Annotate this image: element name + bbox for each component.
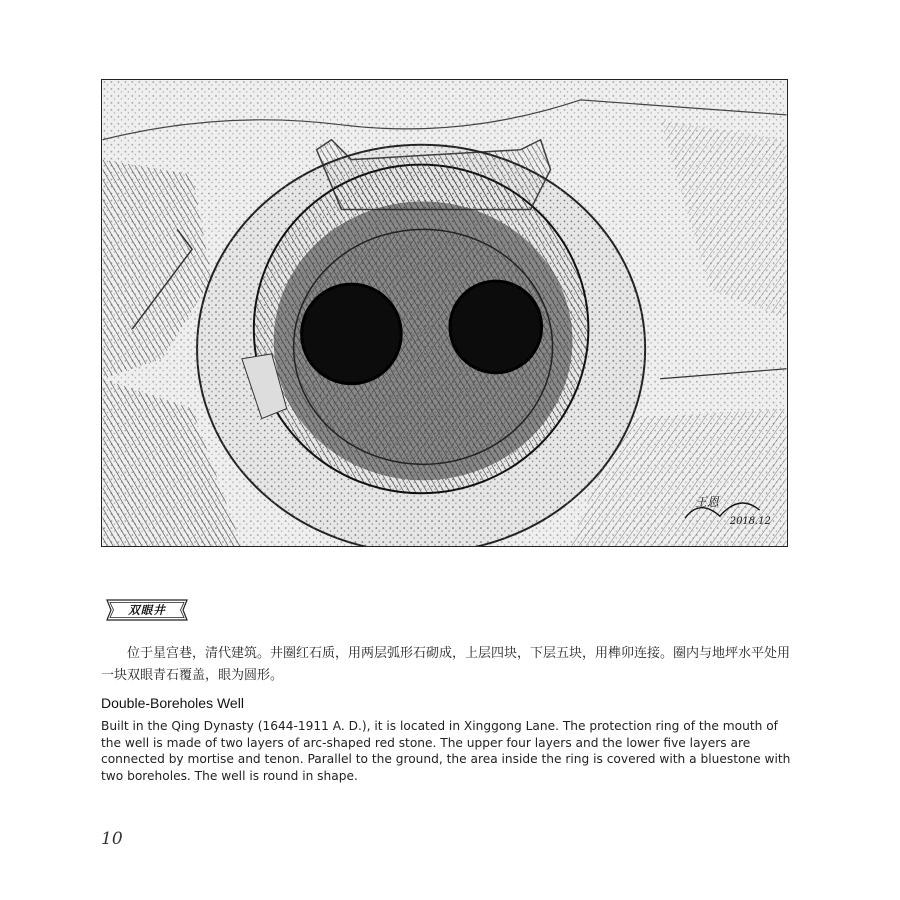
entry-title-tag bbox=[103, 598, 191, 622]
signature-name: 王恩 bbox=[694, 495, 719, 510]
entry-title-en: Double-Boreholes Well bbox=[101, 695, 244, 711]
well-drawing bbox=[102, 80, 787, 546]
entry-description-en: Built in the Qing Dynasty (1644-1911 A. D.), it is located in Xinggong Lane. The protection ring of the mouth of the well is made of two layers of arc-shaped red stone. The upper four layers and the lower five layers are connected by mortise and tenon. Parallel to the ground, the area inside the ring is covered with a bluestone with two boreholes. The well is round in shape. bbox=[101, 719, 791, 783]
page-number: 10 bbox=[101, 829, 123, 849]
signature-date: 2018.12 bbox=[729, 516, 771, 528]
entry-description-zh: 位于星宫巷，清代建筑。井圈红石质，用两层弧形石砌成，上层四块，下层五块，用榫卯连接。圈内与地坪水平处用一块双眼青石覆盖，眼为圆形。 bbox=[101, 646, 791, 683]
well-illustration bbox=[101, 79, 788, 547]
entry-title-zh: 双眼井 bbox=[128, 603, 166, 617]
